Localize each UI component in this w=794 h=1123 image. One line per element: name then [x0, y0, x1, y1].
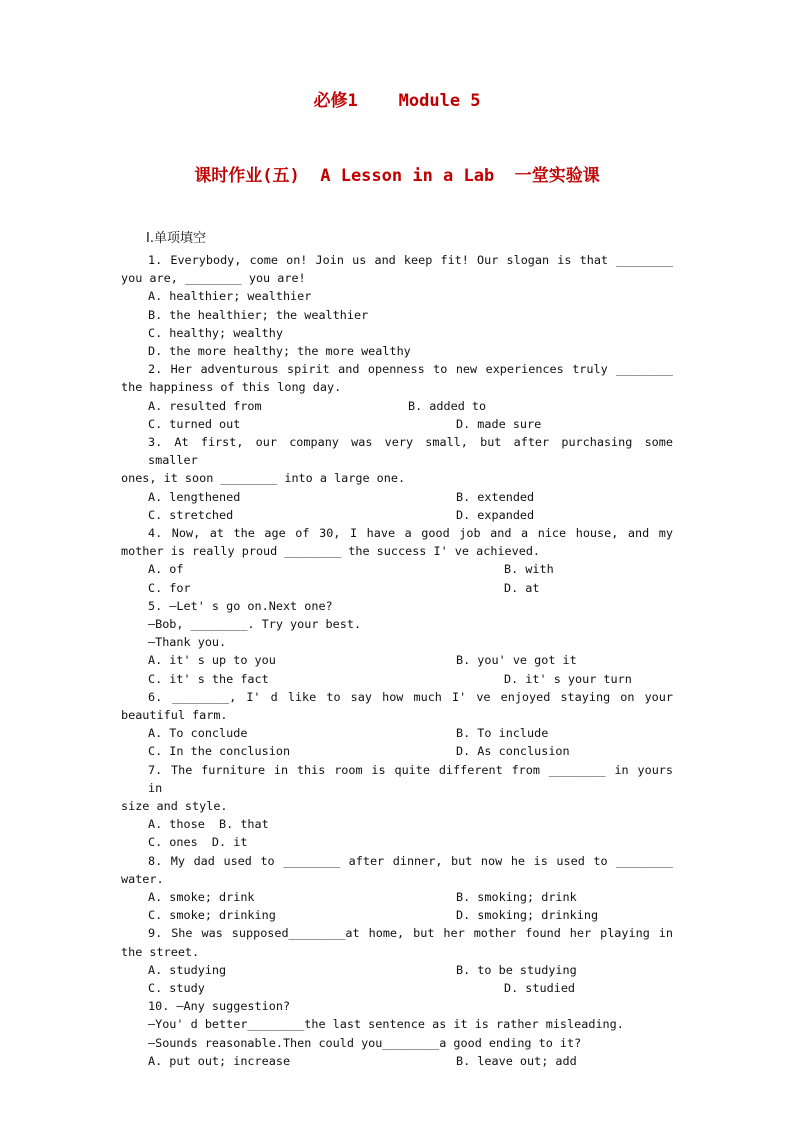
question-6-options-row-1 [121, 724, 673, 742]
question-7-options-cd: C. ones D. it [148, 835, 248, 850]
question-2-line-2: the happiness of this long day. [121, 380, 342, 395]
question-9-options-row-2 [121, 979, 673, 997]
question-1-option-c: C. healthy; wealthy [148, 325, 283, 340]
question-8-line-2: water. [121, 871, 164, 886]
question-4-line-1: 4. Now, at the age of 30, I have a good job and a nice house, and my [148, 525, 673, 540]
question-8-option-a: A. smoke; drink [148, 889, 255, 904]
question-8-option-c: C. smoke; drinking [148, 908, 276, 923]
exercise-content [121, 229, 673, 1070]
question-7-line-2: size and style. [121, 798, 228, 813]
question-1-option-b: B. the healthier; the wealthier [148, 307, 369, 322]
module-title: 必修1 Module 5 [313, 91, 481, 111]
question-6-option-d: D. As conclusion [456, 744, 570, 759]
question-1-option-a: A. healthier; wealthier [148, 289, 312, 304]
lesson-title: 课时作业(五) A Lesson in a Lab 一堂实验课 [194, 166, 600, 186]
question-6-options-row-2 [121, 742, 673, 760]
question-8-options-row-2 [121, 906, 673, 924]
question-5-option-d: D. it' s your turn [504, 671, 632, 686]
question-3-option-a: A. lengthened [148, 489, 241, 504]
question-7-line-1: 7. The furniture in this room is quite different from ________ in yours in [148, 762, 673, 795]
question-9-options-row-1 [121, 961, 673, 979]
question-4-option-d: D. at [504, 580, 540, 595]
question-6-option-c: C. In the conclusion [148, 744, 291, 759]
section-heading: Ⅰ.单项填空 [146, 231, 206, 246]
question-5-option-a: A. it' s up to you [148, 653, 276, 668]
question-8-option-d: D. smoking; drinking [456, 908, 599, 923]
question-8-line-1: 8. My dad used to ________ after dinner, but now he is used to ________ [148, 853, 673, 868]
question-10-line-2: —You' d better________the last sentence as it is rather misleading. [148, 1017, 624, 1032]
question-2-options-row-1 [121, 397, 673, 415]
question-1-line-1: 1. Everybody, come on! Join us and keep fit! Our slogan is that ________ [148, 253, 673, 267]
question-9-option-c: C. study [148, 980, 205, 995]
question-3-options-row-1 [121, 488, 673, 506]
question-3-line-1: 3. At first, our company was very small, but after purchasing some smaller [148, 435, 673, 468]
question-5-option-c: C. it' s the fact [148, 671, 269, 686]
question-4-line-2: mother is really proud ________ the success I' ve achieved. [121, 544, 541, 559]
question-2-option-c: C. turned out [148, 416, 241, 431]
question-6-option-b: B. To include [456, 726, 549, 741]
question-4-options-row-2 [121, 579, 673, 597]
question-6-line-2: beautiful farm. [121, 707, 228, 722]
question-8-option-b: B. smoking; drink [456, 889, 577, 904]
question-3-line-2: ones, it soon ________ into a large one. [121, 471, 406, 486]
question-8-options-row-1 [121, 888, 673, 906]
question-9-option-d: D. studied [504, 980, 576, 995]
question-3-option-c: C. stretched [148, 507, 234, 522]
question-7-options-ab: A. those B. that [148, 817, 269, 832]
question-3-option-d: D. expanded [456, 507, 535, 522]
question-9-option-a: A. studying [148, 962, 227, 977]
question-9-option-b: B. to be studying [456, 962, 577, 977]
question-2-option-d: D. made sure [456, 416, 542, 431]
question-5-line-1: 5. —Let' s go on.Next one? [148, 598, 333, 613]
question-10-option-a: A. put out; increase [148, 1053, 291, 1068]
question-9-line-2: the street. [121, 944, 200, 959]
question-2-line-1: 2. Her adventurous spirit and openness to new experiences truly ________ [148, 362, 673, 377]
question-5-line-3: —Thank you. [148, 635, 227, 650]
question-4-option-c: C. for [148, 580, 191, 595]
question-5-options-row-1 [121, 651, 673, 669]
question-5-option-b: B. you' ve got it [456, 653, 577, 668]
question-6-option-a: A. To conclude [148, 726, 248, 741]
question-9-line-1: 9. She was supposed________at home, but her mother found her playing in [148, 926, 673, 941]
question-10-line-1: 10. —Any suggestion? [148, 999, 291, 1014]
question-10-line-3: —Sounds reasonable.Then could you________a good ending to it? [148, 1035, 582, 1050]
question-3-options-row-2 [121, 506, 673, 524]
question-5-line-2: —Bob, ________. Try your best. [148, 616, 362, 631]
question-10-options-row-1 [121, 1052, 673, 1070]
question-2-option-a: A. resulted from [148, 398, 262, 413]
question-3-option-b: B. extended [456, 489, 535, 504]
question-4-option-a: A. of [148, 562, 184, 577]
question-2-options-row-2 [121, 415, 673, 433]
question-1-option-d: D. the more healthy; the more wealthy [148, 344, 411, 359]
question-6-line-1: 6. ________, I' d like to say how much I' ve enjoyed staying on your [148, 689, 673, 704]
question-1-line-2: you are, ________ you are! [121, 271, 306, 286]
question-4-options-row-1 [121, 560, 673, 578]
question-4-option-b: B. with [504, 562, 554, 577]
question-5-options-row-2 [121, 670, 673, 688]
question-10-option-b: B. leave out; add [456, 1053, 577, 1068]
question-2-option-b: B. added to [408, 398, 487, 413]
